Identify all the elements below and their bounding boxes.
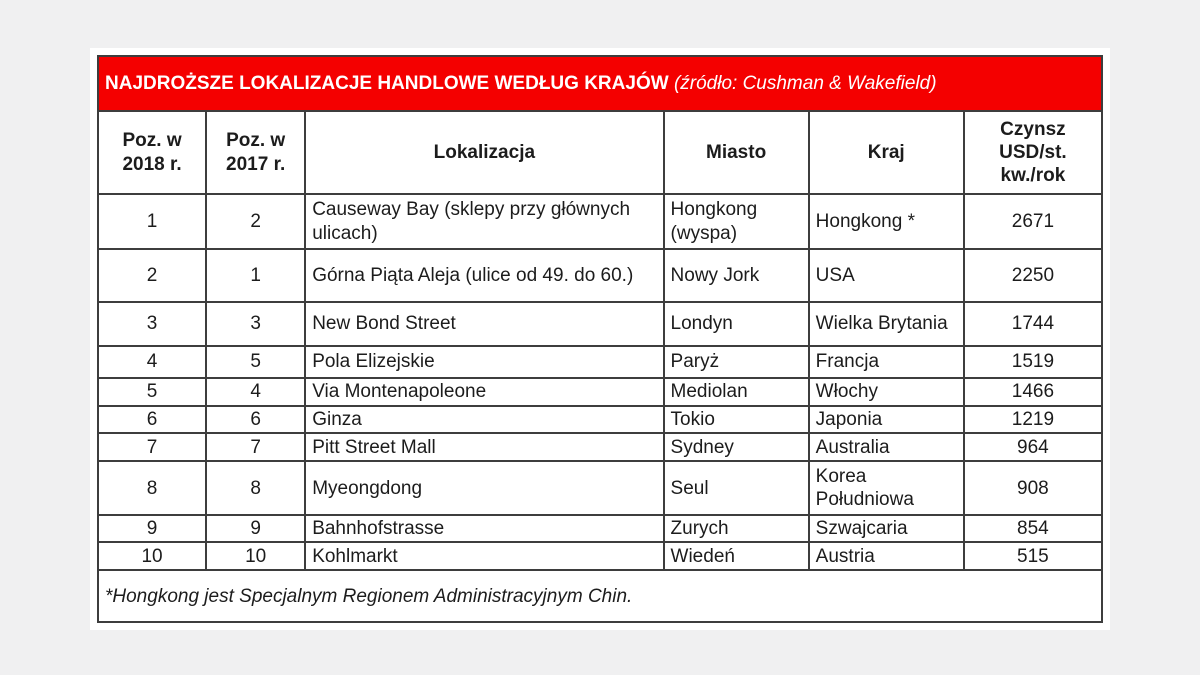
- rankings-table: [97, 55, 1103, 623]
- cell-country: Wielka Brytania: [809, 302, 964, 346]
- cell-country: USA: [809, 249, 964, 302]
- cell-pos-2017: 10: [206, 542, 305, 570]
- cell-location: Bahnhofstrasse: [305, 515, 663, 542]
- cell-pos-2018: 1: [98, 194, 206, 249]
- cell-city: Seul: [664, 461, 809, 515]
- cell-rent: 964: [964, 433, 1102, 461]
- cell-location: Causeway Bay (sklepy przy głównych ulicach): [305, 194, 663, 249]
- cell-city: Nowy Jork: [664, 249, 809, 302]
- column-header-rent: Czynsz USD/st. kw./rok: [964, 111, 1102, 194]
- cell-pos-2017: 5: [206, 346, 305, 378]
- table-row: [98, 542, 1102, 570]
- cell-pos-2017: 6: [206, 406, 305, 433]
- table-footnote: *Hongkong jest Specjalnym Regionem Administracyjnym Chin.: [98, 570, 1102, 622]
- cell-city: Mediolan: [664, 378, 809, 406]
- column-header-city: Miasto: [664, 111, 809, 194]
- cell-rent: 854: [964, 515, 1102, 542]
- cell-city: Hongkong (wyspa): [664, 194, 809, 249]
- table-title-row: [98, 56, 1102, 111]
- table-footnote-row: [98, 570, 1102, 622]
- cell-rent: 515: [964, 542, 1102, 570]
- table-row: [98, 515, 1102, 542]
- cell-location: Kohlmarkt: [305, 542, 663, 570]
- table-title-source: (źródło: Cushman & Wakefield): [673, 72, 937, 94]
- table-row: [98, 461, 1102, 515]
- table-title: NAJDROŻSZE LOKALIZACJE HANDLOWE WEDŁUG KRAJÓW: [105, 72, 669, 94]
- cell-pos-2018: 2: [98, 249, 206, 302]
- cell-city: Paryż: [664, 346, 809, 378]
- cell-country: Japonia: [809, 406, 964, 433]
- cell-rent: 1466: [964, 378, 1102, 406]
- cell-rent: 2671: [964, 194, 1102, 249]
- cell-location: Myeongdong: [305, 461, 663, 515]
- table-row: [98, 249, 1102, 302]
- cell-city: Wiedeń: [664, 542, 809, 570]
- cell-city: Londyn: [664, 302, 809, 346]
- column-header-country: Kraj: [809, 111, 964, 194]
- cell-pos-2018: 10: [98, 542, 206, 570]
- column-header-pos-2018: Poz. w 2018 r.: [98, 111, 206, 194]
- cell-pos-2018: 8: [98, 461, 206, 515]
- cell-country: Korea Południowa: [809, 461, 964, 515]
- table-row: [98, 378, 1102, 406]
- cell-location: Ginza: [305, 406, 663, 433]
- column-header-location: Lokalizacja: [305, 111, 663, 194]
- cell-location: Via Montenapoleone: [305, 378, 663, 406]
- table-header-row: [98, 111, 1102, 194]
- cell-pos-2017: 2: [206, 194, 305, 249]
- cell-city: Tokio: [664, 406, 809, 433]
- cell-location: Górna Piąta Aleja (ulice od 49. do 60.): [305, 249, 663, 302]
- cell-country: Szwajcaria: [809, 515, 964, 542]
- table-row: [98, 346, 1102, 378]
- cell-pos-2017: 4: [206, 378, 305, 406]
- cell-country: Australia: [809, 433, 964, 461]
- cell-location: New Bond Street: [305, 302, 663, 346]
- cell-pos-2017: 1: [206, 249, 305, 302]
- cell-pos-2017: 7: [206, 433, 305, 461]
- table-figure: [90, 48, 1110, 630]
- table-row: [98, 194, 1102, 249]
- cell-country: Francja: [809, 346, 964, 378]
- column-header-pos-2017: Poz. w 2017 r.: [206, 111, 305, 194]
- cell-country: Włochy: [809, 378, 964, 406]
- table-title-banner: [98, 56, 1102, 111]
- cell-pos-2017: 3: [206, 302, 305, 346]
- cell-rent: 908: [964, 461, 1102, 515]
- cell-pos-2018: 3: [98, 302, 206, 346]
- cell-city: Sydney: [664, 433, 809, 461]
- table-row: [98, 406, 1102, 433]
- cell-pos-2017: 9: [206, 515, 305, 542]
- cell-city: Zurych: [664, 515, 809, 542]
- cell-pos-2018: 7: [98, 433, 206, 461]
- cell-country: Hongkong *: [809, 194, 964, 249]
- cell-rent: 1744: [964, 302, 1102, 346]
- cell-location: Pola Elizejskie: [305, 346, 663, 378]
- cell-pos-2018: 9: [98, 515, 206, 542]
- table-row: [98, 302, 1102, 346]
- cell-pos-2018: 6: [98, 406, 206, 433]
- cell-rent: 1219: [964, 406, 1102, 433]
- cell-location: Pitt Street Mall: [305, 433, 663, 461]
- table-row: [98, 433, 1102, 461]
- cell-pos-2017: 8: [206, 461, 305, 515]
- cell-pos-2018: 4: [98, 346, 206, 378]
- cell-pos-2018: 5: [98, 378, 206, 406]
- cell-rent: 1519: [964, 346, 1102, 378]
- cell-rent: 2250: [964, 249, 1102, 302]
- cell-country: Austria: [809, 542, 964, 570]
